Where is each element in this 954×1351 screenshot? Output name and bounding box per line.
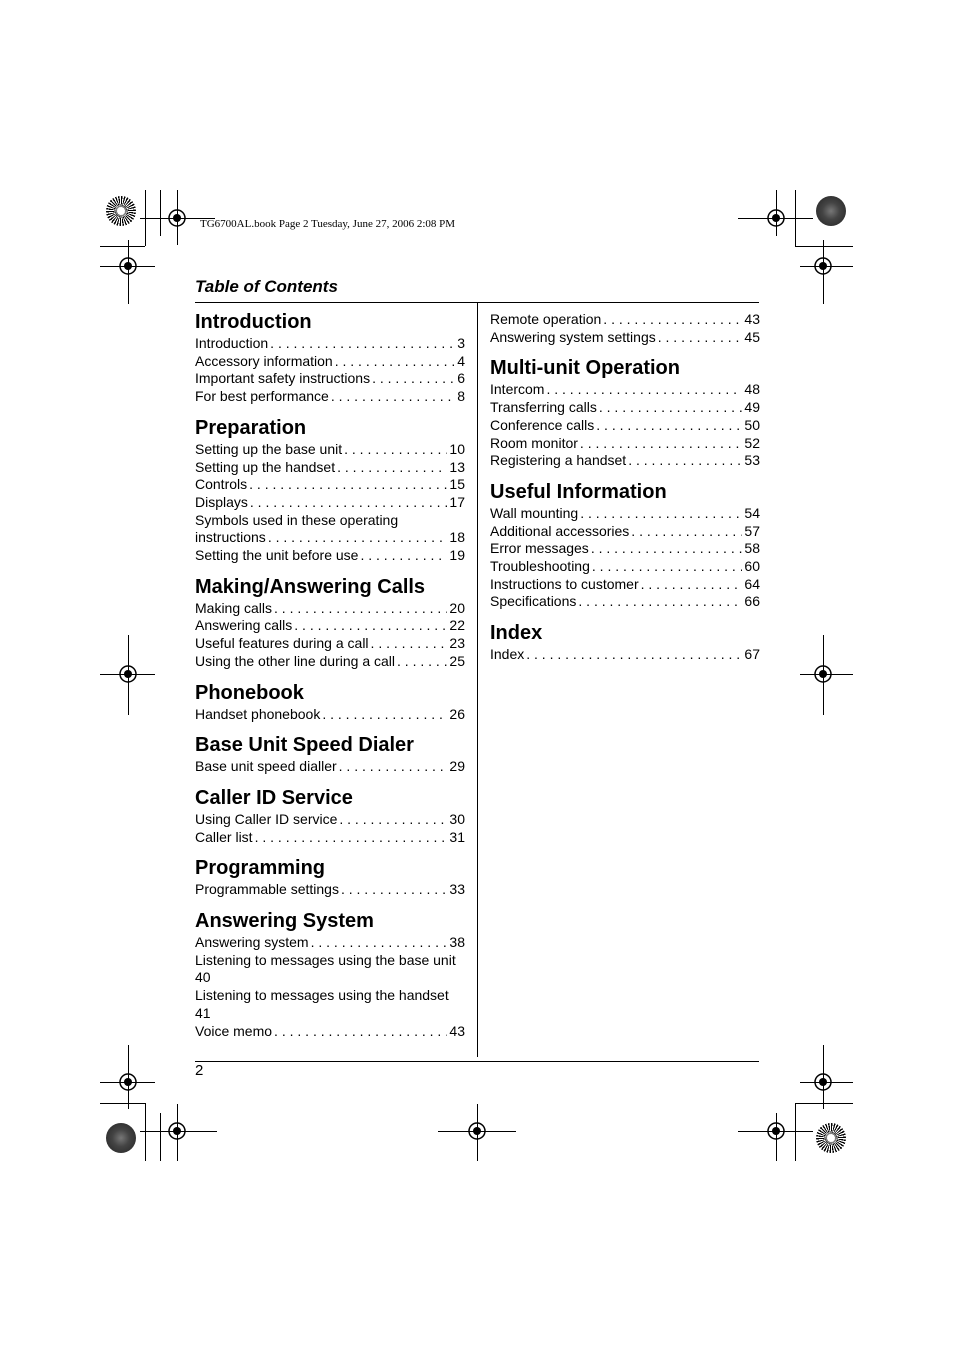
crop-line xyxy=(795,1103,853,1104)
toc-entry[interactable] xyxy=(195,459,465,477)
toc-entry-label: Controls xyxy=(195,476,248,493)
dot-leader xyxy=(603,311,742,329)
toc-entry[interactable] xyxy=(195,388,465,406)
toc-entry-label: Using Caller ID service xyxy=(195,810,338,827)
toc-entry[interactable] xyxy=(195,617,465,635)
section-heading: Answering System xyxy=(195,910,374,933)
toc-entry[interactable] xyxy=(490,505,760,523)
registration-target-icon xyxy=(761,1116,791,1146)
toc-section xyxy=(490,620,760,664)
toc-entry[interactable] xyxy=(195,829,465,847)
registration-target-icon xyxy=(808,659,838,689)
crop-line xyxy=(160,190,161,236)
toc-entry[interactable] xyxy=(195,353,465,371)
toc-entry-page: 8 xyxy=(457,388,465,405)
toc-entry-page: 54 xyxy=(744,504,760,521)
toc-entry-label: instructions xyxy=(195,529,266,546)
toc-entry-text: 41 xyxy=(195,1004,211,1021)
dot-leader xyxy=(580,435,743,453)
toc-left-column xyxy=(195,309,465,1049)
toc-entry[interactable] xyxy=(195,370,465,388)
toc-entry[interactable] xyxy=(490,523,760,541)
toc-entry-page: 29 xyxy=(449,758,465,775)
toc-entry-page: 57 xyxy=(744,522,760,539)
toc-entry[interactable] xyxy=(195,600,465,618)
registration-target-icon xyxy=(808,1067,838,1097)
registration-target-icon xyxy=(162,1116,192,1146)
toc-entry-page: 19 xyxy=(449,547,465,564)
toc-entry-label: Handset phonebook xyxy=(195,705,321,722)
toc-entry[interactable] xyxy=(195,635,465,653)
toc-entry[interactable] xyxy=(490,558,760,576)
toc-entry-page: 60 xyxy=(744,558,760,575)
toc-section xyxy=(490,311,760,346)
toc-entry-page: 4 xyxy=(457,352,465,369)
dot-leader xyxy=(268,529,448,547)
toc-entry[interactable] xyxy=(195,441,465,459)
dot-leader xyxy=(592,558,743,576)
toc-entry[interactable] xyxy=(195,476,465,494)
dot-leader xyxy=(578,593,742,611)
toc-entry-text: Listening to messages using the base unit xyxy=(195,951,456,968)
section-heading: Multi-unit Operation xyxy=(490,357,680,380)
toc-section xyxy=(195,855,465,899)
dot-leader xyxy=(596,417,742,435)
toc-right-column xyxy=(490,311,760,673)
dot-leader xyxy=(339,811,447,829)
toc-entry[interactable] xyxy=(195,934,465,952)
toc-section xyxy=(195,908,465,1040)
toc-entry-label: Voice memo xyxy=(195,1022,273,1039)
toc-entry[interactable] xyxy=(195,529,465,547)
registration-target-icon xyxy=(761,203,791,233)
column-divider xyxy=(477,303,478,1057)
toc-entry[interactable] xyxy=(195,758,465,776)
toc-entry-page: 33 xyxy=(449,881,465,898)
toc-entry-text: 40 xyxy=(195,969,211,986)
toc-section xyxy=(195,732,465,776)
toc-entry-label: Error messages xyxy=(490,540,589,557)
toc-entry[interactable] xyxy=(195,335,465,353)
toc-entry-page: 50 xyxy=(744,416,760,433)
section-heading: Phonebook xyxy=(195,681,304,704)
dot-leader xyxy=(335,353,455,371)
dot-leader xyxy=(339,758,448,776)
toc-entry-page: 67 xyxy=(744,646,760,663)
toc-entry-page: 38 xyxy=(449,934,465,951)
toc-entry-page: 3 xyxy=(457,335,465,351)
toc-section xyxy=(490,479,760,611)
toc-entry-label: Setting up the handset xyxy=(195,458,336,475)
toc-section xyxy=(195,574,465,671)
toc-entry-label: Setting the unit before use xyxy=(195,547,359,564)
toc-entry-label: Introduction xyxy=(195,335,269,351)
toc-entry[interactable] xyxy=(490,646,760,664)
toc-entry[interactable] xyxy=(195,811,465,829)
toc-entry[interactable] xyxy=(195,494,465,512)
toc-entry-page: 15 xyxy=(449,476,465,493)
dot-leader xyxy=(249,476,447,494)
toc-entry-page: 58 xyxy=(744,540,760,557)
toc-entry-label: Specifications xyxy=(490,593,577,610)
toc-entry[interactable] xyxy=(490,593,760,611)
toc-entry-page: 49 xyxy=(744,399,760,416)
toc-entry-page: 22 xyxy=(449,617,465,634)
toc-entry-page: 10 xyxy=(449,440,465,457)
toc-entry[interactable] xyxy=(195,653,465,671)
section-heading: Preparation xyxy=(195,416,307,439)
toc-section xyxy=(490,355,760,470)
registration-disc-icon xyxy=(816,1123,846,1153)
toc-entry-label: Setting up the base unit xyxy=(195,440,343,457)
toc-entry[interactable] xyxy=(490,381,760,399)
dot-leader xyxy=(311,934,448,952)
toc-entry-page: 43 xyxy=(449,1022,465,1039)
toc-entry-page: 31 xyxy=(449,828,465,845)
dot-leader xyxy=(274,1023,447,1041)
section-heading: Caller ID Service xyxy=(195,786,353,809)
toc-entry-page: 25 xyxy=(449,652,465,669)
page-number: 2 xyxy=(195,1062,204,1079)
toc-entry-label: Base unit speed dialler xyxy=(195,758,337,775)
registration-target-icon xyxy=(162,203,192,233)
dot-leader xyxy=(255,829,448,847)
toc-entry[interactable] xyxy=(490,540,760,558)
dot-leader xyxy=(371,635,448,653)
registration-target-icon xyxy=(462,1116,492,1146)
toc-entry-page: 66 xyxy=(744,593,760,610)
print-info: TG6700AL.book Page 2 Tuesday, June 27, 2006 2:08 PM xyxy=(200,218,456,230)
toc-entry[interactable] xyxy=(490,435,760,453)
toc-entry-label: Room monitor xyxy=(490,434,578,451)
toc-section xyxy=(195,785,465,846)
section-heading: Programming xyxy=(195,857,326,880)
toc-entry-text: Listening to messages using the handset xyxy=(195,987,449,1004)
toc-entry[interactable] xyxy=(490,452,760,470)
toc-entry[interactable] xyxy=(490,399,760,417)
dot-leader xyxy=(270,335,455,353)
section-heading: Making/Answering Calls xyxy=(195,575,426,598)
toc-entry-page: 48 xyxy=(744,381,760,398)
toc-entry-page: 20 xyxy=(449,599,465,616)
toc-entry-label: Useful features during a call xyxy=(195,635,369,652)
registration-disc-icon xyxy=(106,196,136,226)
toc-entry-label: Index xyxy=(490,646,525,663)
dot-leader xyxy=(628,452,742,470)
toc-entry[interactable] xyxy=(490,329,760,347)
dot-leader xyxy=(580,505,742,523)
section-heading: Index xyxy=(490,622,543,645)
dot-leader xyxy=(658,329,743,347)
toc-section xyxy=(195,415,465,565)
footer-rule xyxy=(195,1061,759,1062)
toc-entry[interactable] xyxy=(195,706,465,724)
toc-entry-label: Answering calls xyxy=(195,617,293,634)
dot-leader xyxy=(631,523,742,541)
section-heading: Introduction xyxy=(195,311,312,333)
registration-target-icon xyxy=(808,251,838,281)
toc-entry-page: 6 xyxy=(457,370,465,387)
dot-leader xyxy=(599,399,743,417)
toc-entry-label: Registering a handset xyxy=(490,452,627,469)
registration-target-icon xyxy=(113,251,143,281)
toc-entry-label: Intercom xyxy=(490,381,545,398)
registration-target-icon xyxy=(113,1067,143,1097)
toc-entry-label: Using the other line during a call xyxy=(195,652,396,669)
toc-entry-label: Transferring calls xyxy=(490,399,597,416)
dot-leader xyxy=(344,441,447,459)
dot-leader xyxy=(526,646,742,664)
toc-entry[interactable] xyxy=(195,1023,465,1041)
dot-leader xyxy=(641,576,743,594)
crop-line xyxy=(795,246,853,247)
toc-entry-label: Troubleshooting xyxy=(490,558,590,575)
crop-line xyxy=(100,246,145,247)
toc-entry-label: Answering system settings xyxy=(490,328,656,345)
toc-entry-page: 43 xyxy=(744,311,760,327)
toc-entry-page: 23 xyxy=(449,635,465,652)
dot-leader xyxy=(360,547,447,565)
toc-entry-page: 13 xyxy=(449,458,465,475)
toc-entry-label: Making calls xyxy=(195,599,273,616)
dot-leader xyxy=(591,540,743,558)
toc-section xyxy=(195,309,465,406)
dot-leader xyxy=(546,381,742,399)
toc-entry-label: Answering system xyxy=(195,934,309,951)
registration-disc-icon xyxy=(106,1123,136,1153)
dot-leader xyxy=(250,494,448,512)
toc-entry-text: Symbols used in these operating xyxy=(195,511,399,528)
toc-entry[interactable] xyxy=(195,547,465,565)
dot-leader xyxy=(322,706,447,724)
toc-entry-page: 17 xyxy=(449,493,465,510)
section-heading: Useful Information xyxy=(490,480,667,503)
toc-entry-label: Accessory information xyxy=(195,352,333,369)
toc-entry[interactable] xyxy=(195,881,465,899)
section-heading: Base Unit Speed Dialer xyxy=(195,734,414,757)
toc-entry-label: Conference calls xyxy=(490,416,595,433)
crop-line xyxy=(160,1113,161,1161)
toc-entry[interactable] xyxy=(490,417,760,435)
toc-entry-page: 30 xyxy=(449,810,465,827)
registration-disc-icon xyxy=(816,196,846,226)
toc-entry-page: 53 xyxy=(744,452,760,469)
dot-leader xyxy=(372,370,455,388)
dot-leader xyxy=(397,653,447,671)
toc-section xyxy=(195,680,465,724)
dot-leader xyxy=(331,388,455,406)
toc-entry-label: Displays xyxy=(195,493,248,510)
toc-entry-label: Programmable settings xyxy=(195,881,339,898)
dot-leader xyxy=(337,459,447,477)
toc-entry-label: Remote operation xyxy=(490,311,602,327)
toc-entry-page: 18 xyxy=(449,529,465,546)
crop-line xyxy=(795,1103,796,1161)
dot-leader xyxy=(274,600,447,618)
crop-line xyxy=(145,1103,146,1161)
toc-entry-label: Additional accessories xyxy=(490,522,630,539)
toc-entry-page: 52 xyxy=(744,434,760,451)
toc-entry-page: 64 xyxy=(744,575,760,592)
toc-entry-page: 45 xyxy=(744,328,760,345)
registration-target-icon xyxy=(113,659,143,689)
toc-entry-label: Caller list xyxy=(195,828,253,845)
toc-entry-label: Important safety instructions xyxy=(195,370,371,387)
toc-entry-label: Wall mounting xyxy=(490,504,579,521)
dot-leader xyxy=(294,617,447,635)
toc-entry[interactable] xyxy=(490,576,760,594)
toc-entry-label: For best performance xyxy=(195,388,329,405)
toc-entry[interactable] xyxy=(490,311,760,329)
dot-leader xyxy=(341,881,447,899)
page-title: Table of Contents xyxy=(195,277,338,296)
toc-entry-label: Instructions to customer xyxy=(490,575,639,592)
crop-line xyxy=(100,1103,145,1104)
toc-entry-page: 26 xyxy=(449,705,465,722)
